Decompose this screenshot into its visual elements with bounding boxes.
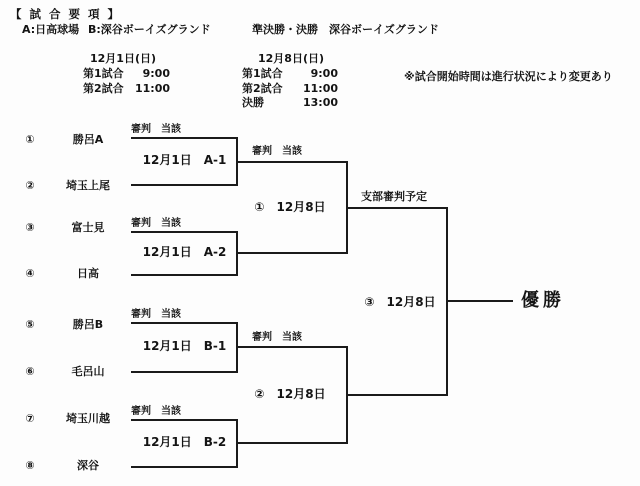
team-name: 日高 <box>77 267 99 280</box>
schedule-match-label: 第1試合 <box>242 67 283 80</box>
team-seed: ② <box>25 179 35 192</box>
bracket-line <box>346 394 448 396</box>
referee-label: 審判 当該 <box>131 218 181 229</box>
match-label: 12月1日 B-2 <box>142 435 227 449</box>
team-seed: ① <box>25 133 35 146</box>
team-name: 埼玉上尾 <box>66 179 110 192</box>
schedule-match-label: 第1試合 <box>83 67 124 80</box>
team-name: 勝呂A <box>72 133 104 146</box>
bracket-line <box>131 466 238 468</box>
bracket-line <box>131 137 238 139</box>
bracket-line <box>346 207 448 209</box>
venue-final-label: 準決勝・決勝 深谷ボーイズグランド <box>252 23 439 36</box>
venue-b-label: B:深谷ボーイズグランド <box>88 23 211 36</box>
bracket-line <box>131 274 238 276</box>
schedule-match-time: 11:00 <box>134 82 170 95</box>
referee-label: 審判 当該 <box>252 332 302 343</box>
team-row <box>18 459 134 473</box>
referee-label: 審判 当該 <box>131 406 181 417</box>
team-row <box>18 412 134 426</box>
referee-label: 審判 当該 <box>131 309 181 320</box>
schedule-row <box>83 67 170 81</box>
schedule-match-time: 13:00 <box>302 96 338 109</box>
schedule-match-label: 決勝 <box>242 96 264 109</box>
schedule-row <box>83 82 170 96</box>
team-seed: ④ <box>25 267 35 280</box>
team-seed: ⑥ <box>25 365 35 378</box>
team-name: 勝呂B <box>72 318 104 331</box>
team-row <box>18 221 134 235</box>
schedule-row <box>242 67 338 81</box>
team-row <box>18 318 134 332</box>
referee-label: 審判 当該 <box>131 124 181 135</box>
champion-label: 優勝 <box>521 290 565 311</box>
team-name: 毛呂山 <box>71 365 105 378</box>
match-label: 12月1日 A-2 <box>142 245 227 259</box>
day2-date: 12月8日(日) <box>258 52 325 65</box>
bracket-line <box>238 161 346 163</box>
schedule-match-time: 9:00 <box>142 67 170 80</box>
team-row <box>18 267 134 281</box>
match-label: ② 12月8日 <box>254 387 326 401</box>
schedule-match-label: 第2試合 <box>83 82 124 95</box>
schedule-row <box>242 96 338 110</box>
team-name: 埼玉川越 <box>66 412 110 425</box>
bracket-line <box>238 442 346 444</box>
match-label: ① 12月8日 <box>254 200 326 214</box>
match-label: ③ 12月8日 <box>364 295 436 309</box>
schedule-match-time: 9:00 <box>310 67 338 80</box>
team-seed: ⑦ <box>25 412 35 425</box>
bracket-line <box>238 346 346 348</box>
referee-label: 審判 当該 <box>252 146 302 157</box>
bracket-line <box>238 252 346 254</box>
match-label: 12月1日 B-1 <box>142 339 227 353</box>
page-title: 【 試 合 要 項 】 <box>10 7 122 21</box>
team-seed: ⑤ <box>25 318 35 331</box>
match-label: 12月1日 A-1 <box>142 153 227 167</box>
start-time-note: ※試合開始時間は進行状況により変更あり <box>404 70 613 83</box>
bracket-line <box>131 419 238 421</box>
schedule-match-label: 第2試合 <box>242 82 283 95</box>
team-seed: ⑧ <box>25 459 35 472</box>
bracket-line <box>131 231 238 233</box>
team-name: 富士見 <box>71 221 105 234</box>
referee-label: 支部審判予定 <box>361 190 427 203</box>
schedule-match-time: 11:00 <box>302 82 338 95</box>
bracket-line <box>131 371 238 373</box>
venue-a-label: A:日高球場 <box>22 23 80 36</box>
team-name: 深谷 <box>77 459 99 472</box>
bracket-line <box>446 300 513 302</box>
day1-date: 12月1日(日) <box>90 52 157 65</box>
bracket-line <box>131 322 238 324</box>
team-seed: ③ <box>25 221 35 234</box>
team-row <box>18 133 134 147</box>
bracket-line <box>131 184 238 186</box>
team-row <box>18 179 134 193</box>
schedule-row <box>242 82 338 96</box>
team-row <box>18 365 134 379</box>
